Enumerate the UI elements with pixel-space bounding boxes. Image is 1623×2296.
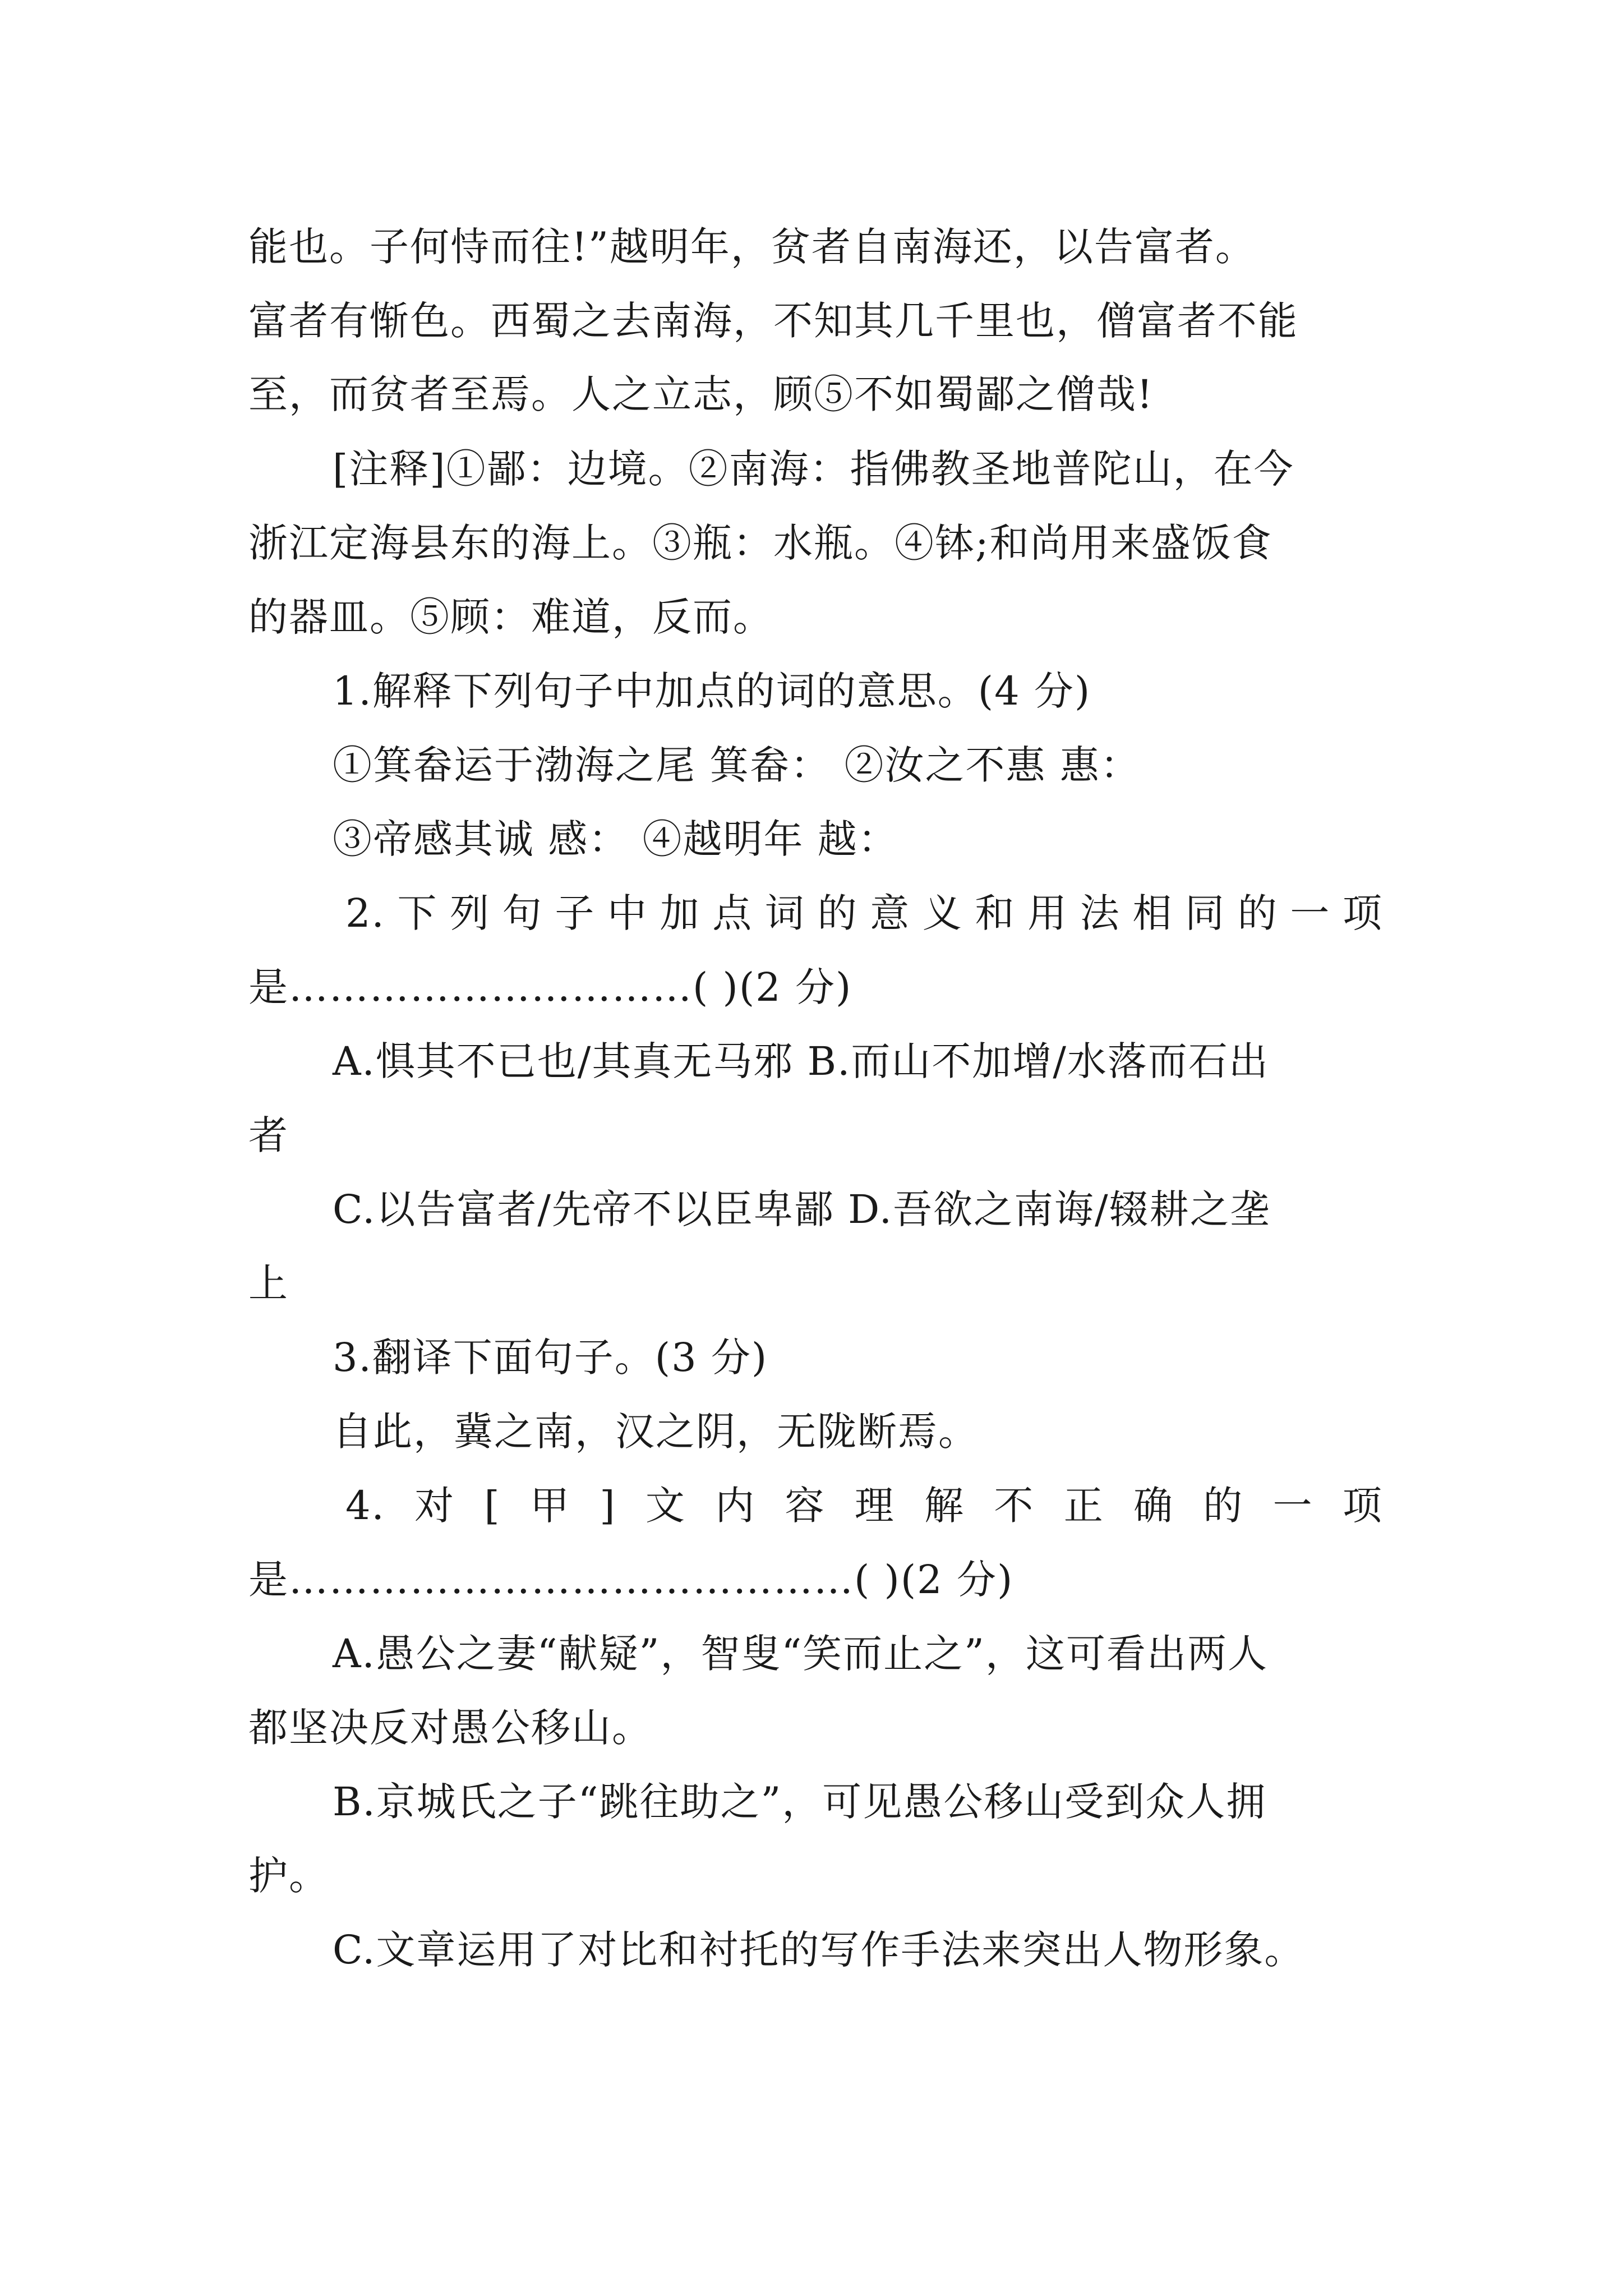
question-2-prompt-char: 的 [1237,890,1278,936]
question-2-prompt-char: 2. [345,890,385,936]
question-2-prompt-char: 项 [1342,890,1383,936]
question-3-sentence: 自此，冀之南，汉之阴，无陇断焉。 [333,1409,979,1455]
question-4-option-a: A.愚公之妻“献疑”，智叟“笑而止之”，这可看出两人 [333,1631,1268,1677]
question-1-prompt: 1.解释下列句子中加点的词的意思。(4 分) [333,668,1091,714]
question-2-option-ab: A.惧其不已也/其真无马邪 B.而山不加增/水落而石出 [333,1038,1269,1084]
question-2-prompt-tail: 是…………………………( )(2 分) [248,964,852,1010]
question-2-prompt-char: 子 [555,890,596,936]
question-4-prompt-char: ] [600,1483,616,1529]
question-2-prompt-char: 句 [502,890,543,936]
question-2-option-ab-wrap: 者 [248,1112,289,1158]
question-4-prompt-char: 对 [414,1483,455,1529]
notes-line-2: 浙江定海县东的海上。③瓶：水瓶。④钵;和尚用来盛饭食 [248,520,1272,566]
question-4-prompt-char: 解 [924,1483,965,1529]
question-4-prompt-char: 甲 [530,1483,570,1529]
question-4-prompt-char: 容 [785,1483,826,1529]
question-4-prompt [345,1479,1383,1533]
question-2-prompt-char: 中 [607,890,648,936]
question-2-prompt-char: 列 [450,890,491,936]
question-4-prompt-char: [ [484,1483,501,1529]
question-2-prompt-char: 和 [975,890,1016,936]
question-4-prompt-char: 的 [1203,1483,1244,1529]
question-4-prompt-char: 正 [1063,1483,1104,1529]
question-2-prompt-char: 的 [817,890,858,936]
question-4-prompt-char: 文 [645,1483,686,1529]
question-1-items-2: ③帝感其诚 感： ④越明年 越： [333,816,898,862]
question-2-option-cd: C.以告富者/先帝不以臣卑鄙 D.吾欲之南诲/辍耕之垄 [333,1186,1271,1232]
question-2-prompt [345,886,1383,940]
question-4-prompt-char: 一 [1272,1483,1313,1529]
question-4-prompt-tail: 是……………………………………( )(2 分) [248,1557,1014,1603]
question-2-prompt-char: 法 [1080,890,1121,936]
question-4-option-a-wrap: 都坚决反对愚公移山。 [248,1705,652,1751]
question-4-prompt-char: 内 [715,1483,756,1529]
question-2-prompt-char: 加 [660,890,700,936]
notes-line-1: [注释]①鄙：边境。②南海：指佛教圣地普陀山，在今 [333,446,1294,492]
question-4-option-c: C.文章运用了对比和衬托的写作手法来突出人物形象。 [333,1927,1305,1973]
question-2-prompt-char: 下 [397,890,438,936]
question-4-prompt-char: 理 [854,1483,895,1529]
question-2-prompt-char: 词 [764,890,805,936]
notes-line-3: 的器皿。⑤顾：难道，反而。 [248,594,773,640]
question-4-prompt-char: 确 [1133,1483,1174,1529]
question-2-option-cd-wrap: 上 [248,1260,289,1306]
question-3-prompt: 3.翻译下面句子。(3 分) [333,1335,768,1381]
question-4-prompt-char: 4. [345,1483,385,1529]
passage-line-3: 至，而贫者至焉。人之立志，顾⑤不如蜀鄙之僧哉! [248,371,1154,417]
question-2-prompt-char: 意 [870,890,911,936]
question-1-items-1: ①箕畚运于渤海之尾 箕畚： ②汝之不惠 惠： [333,742,1141,788]
question-2-prompt-char: 用 [1027,890,1068,936]
question-4-prompt-char: 项 [1342,1483,1383,1529]
question-4-option-b-wrap: 护。 [248,1853,329,1899]
passage-line-2: 富者有惭色。西蜀之去南海，不知其几千里也，僧富者不能 [248,298,1298,344]
question-2-prompt-char: 点 [712,890,753,936]
question-2-prompt-char: 一 [1290,890,1331,936]
question-2-prompt-char: 义 [922,890,963,936]
question-4-option-b: B.京城氏之子“跳往助之”，可见愚公移山受到众人拥 [333,1779,1267,1825]
question-2-prompt-char: 相 [1132,890,1173,936]
question-4-prompt-char: 不 [994,1483,1035,1529]
question-2-prompt-char: 同 [1185,890,1226,936]
passage-line-1: 能也。子何恃而往!”越明年，贫者自南海还，以告富者。 [248,224,1256,270]
